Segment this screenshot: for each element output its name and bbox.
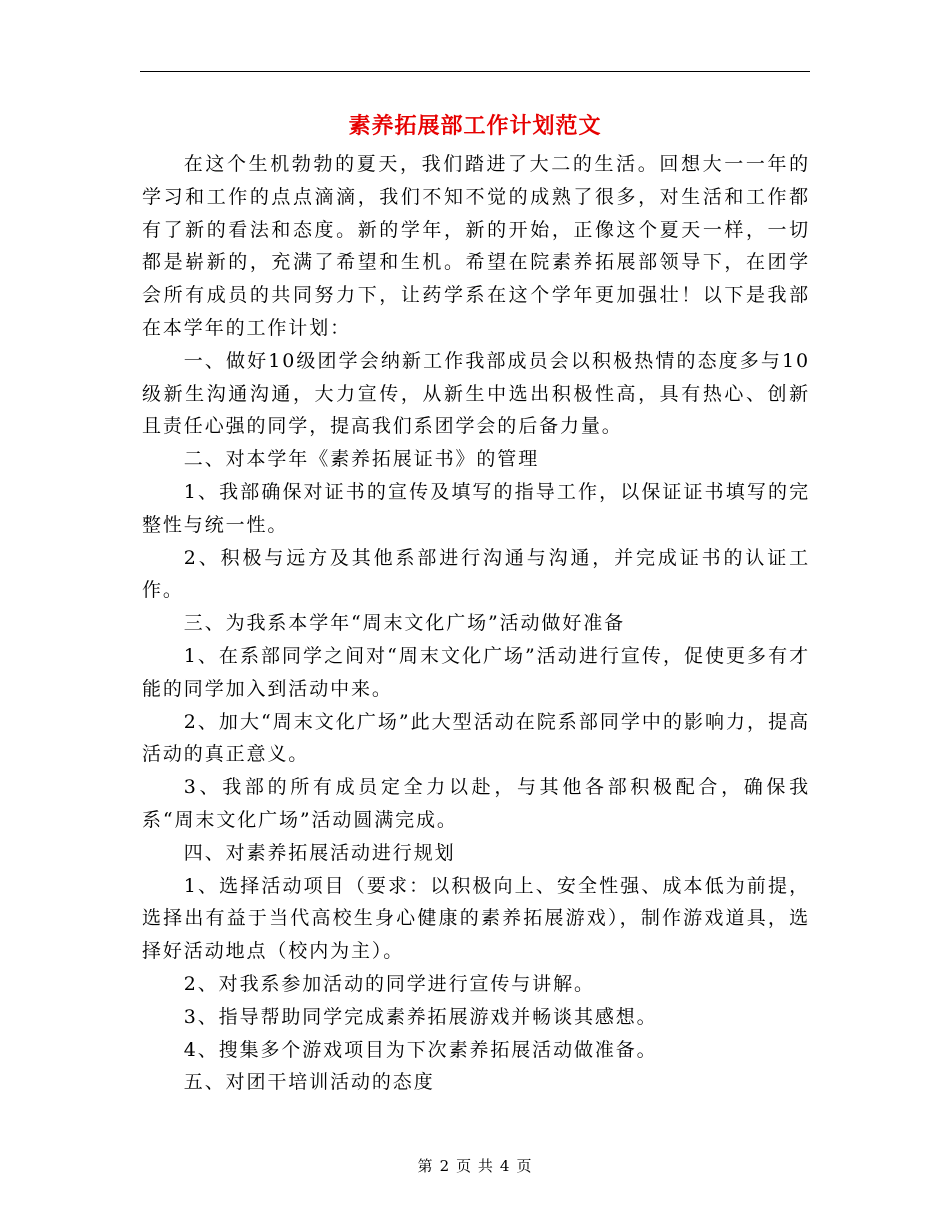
section-4-item-3: 3、指导帮助同学完成素养拓展游戏并畅谈其感想。: [183, 1005, 658, 1028]
section-4-heading: 四、对素养拓展活动进行规划: [183, 841, 456, 864]
section-2-heading: 二、对本学年《素养拓展证书》的管理: [183, 448, 540, 471]
footer-current-page: 2: [439, 1157, 451, 1175]
section-3-item-2: 2、加大“周末文化广场”此大型活动在院系部同学中的影响力，提高活动的真正意义。: [142, 710, 810, 766]
section-3-heading: 三、为我系本学年“周末文化广场”活动做好准备: [183, 612, 626, 635]
header-rule: [140, 71, 810, 72]
footer-mid: 页 共: [456, 1157, 494, 1175]
section-2-item-2: 2、积极与远方及其他系部进行沟通与沟通，并完成证书的认证工作。: [142, 546, 810, 602]
section-2-item-1: 1、我部确保对证书的宣传及填写的指导工作，以保证证书填写的完整性与统一性。: [142, 480, 810, 536]
section-4-item-1: 1、选择活动项目（要求：以积极向上、安全性强、成本低为前提，选择出有益于当代高校生身心健康的素养拓展游戏），制作游戏道具，选择好活动地点（校内为主）。: [142, 874, 810, 963]
footer-suffix: 页: [516, 1157, 533, 1175]
section-4-item-4: 4、搜集多个游戏项目为下次素养拓展活动做准备。: [183, 1038, 658, 1061]
document-body: [142, 148, 810, 1099]
footer-prefix: 第: [417, 1157, 434, 1175]
section-3-item-1: 1、在系部同学之间对“周末文化广场”活动进行宣传，促使更多有才能的同学加入到活动中来。: [142, 644, 810, 700]
intro-paragraph: 在这个生机勃勃的夏天，我们踏进了大二的生活。回想大一一年的学习和工作的点点滴滴，我们不知不觉的成熟了很多，对生活和工作都有了新的看法和态度。新的学年，新的开始，正像这个夏天一样，一切都是崭新的，充满了希望和生机。希望在院素养拓展部领导下，在团学会所有成员的共同努力下，让药学系在这个学年更加强壮！以下是我部在本学年的工作计划：: [142, 153, 810, 339]
section-4-item-2: 2、对我系参加活动的同学进行宣传与讲解。: [183, 972, 595, 995]
document-title: 素养拓展部工作计划范文: [348, 113, 602, 139]
footer-total-pages: 4: [499, 1157, 511, 1175]
section-3-item-3: 3、我部的所有成员定全力以赴，与其他各部积极配合，确保我系“周末文化广场”活动圆满完成。: [142, 776, 810, 831]
section-1-paragraph: 一、做好10级团学会纳新工作我部成员会以积极热情的态度多与10级新生沟通沟通，大力宣传，从新生中选出积极性高，具有热心、创新且责任心强的同学，提高我们系团学会的后备力量。: [142, 349, 810, 438]
section-5-heading: 五、对团干培训活动的态度: [183, 1071, 435, 1094]
page-footer: [0, 1155, 950, 1176]
